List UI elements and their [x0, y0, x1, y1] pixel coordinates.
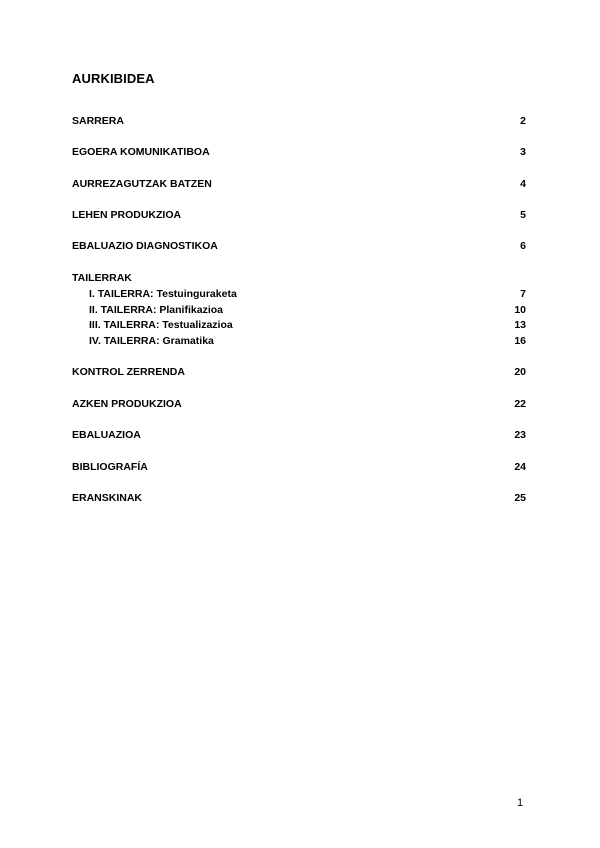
toc-entry-page: 25	[514, 492, 526, 504]
toc-subentry-tailerra-4[interactable]	[89, 334, 528, 348]
toc-entry-tailerrak[interactable]	[72, 271, 528, 285]
toc-subentry-label: IV. TAILERRA: Gramatika	[89, 335, 214, 347]
toc-entry-azken-produkzioa[interactable]	[72, 397, 528, 411]
toc-entry-egoera-komunikatiboa[interactable]	[72, 145, 528, 159]
toc-entry-page: 22	[514, 398, 526, 410]
toc-entry-label: AURREZAGUTZAK BATZEN	[72, 178, 212, 190]
toc-entry-eranskinak[interactable]	[72, 491, 528, 505]
toc-entry-ebaluazioa[interactable]	[72, 428, 528, 442]
toc-subentry-label: II. TAILERRA: Planifikazioa	[89, 304, 223, 316]
toc-entry-label: EBALUAZIO DIAGNOSTIKOA	[72, 240, 218, 252]
toc-entry-lehen-produkzioa[interactable]	[72, 208, 528, 222]
toc-entry-ebaluazio-diagnostikoa[interactable]	[72, 239, 528, 253]
toc-subentry-label: III. TAILERRA: Testualizazioa	[89, 319, 233, 331]
toc-entry-label: TAILERRAK	[72, 272, 132, 284]
toc-entry-bibliografia[interactable]	[72, 460, 528, 474]
toc-subentry-tailerra-2[interactable]	[89, 303, 528, 317]
toc-entry-kontrol-zerrenda[interactable]	[72, 365, 528, 379]
page-title: AURKIBIDEA	[72, 71, 155, 86]
toc-entry-page: 2	[520, 115, 526, 127]
toc-subentry-page: 7	[520, 288, 526, 300]
toc-entry-page: 3	[520, 146, 526, 158]
toc-subentry-page: 10	[514, 304, 526, 316]
toc-entry-page: 4	[520, 178, 526, 190]
toc-entry-page: 5	[520, 209, 526, 221]
toc-entry-sarrera[interactable]	[72, 114, 528, 128]
page-number: 1	[517, 797, 524, 809]
toc-entry-page: 24	[514, 461, 526, 473]
toc-entry-label: SARRERA	[72, 115, 124, 127]
toc-entry-aurrezagutzak-batzen[interactable]	[72, 177, 528, 191]
toc-entry-label: AZKEN PRODUKZIOA	[72, 398, 182, 410]
toc-subentry-label: I. TAILERRA: Testuinguraketa	[89, 288, 237, 300]
toc-entry-page: 23	[514, 429, 526, 441]
toc-subentry-tailerra-1[interactable]	[89, 287, 528, 301]
toc-subentry-page: 13	[514, 319, 526, 331]
toc-entry-label: LEHEN PRODUKZIOA	[72, 209, 182, 221]
toc-entry-page: 20	[514, 366, 526, 378]
toc-entry-label: EGOERA KOMUNIKATIBOA	[72, 146, 210, 158]
toc-entry-label: ERANSKINAK	[72, 492, 143, 504]
toc-entry-label: EBALUAZIOA	[72, 429, 141, 441]
toc-entry-label: KONTROL ZERRENDA	[72, 366, 185, 378]
toc-entry-page: 6	[520, 240, 526, 252]
toc-subentry-tailerra-3[interactable]	[89, 318, 528, 332]
toc-entry-label: BIBLIOGRAFÍA	[72, 461, 148, 473]
toc-subentry-page: 16	[514, 335, 526, 347]
